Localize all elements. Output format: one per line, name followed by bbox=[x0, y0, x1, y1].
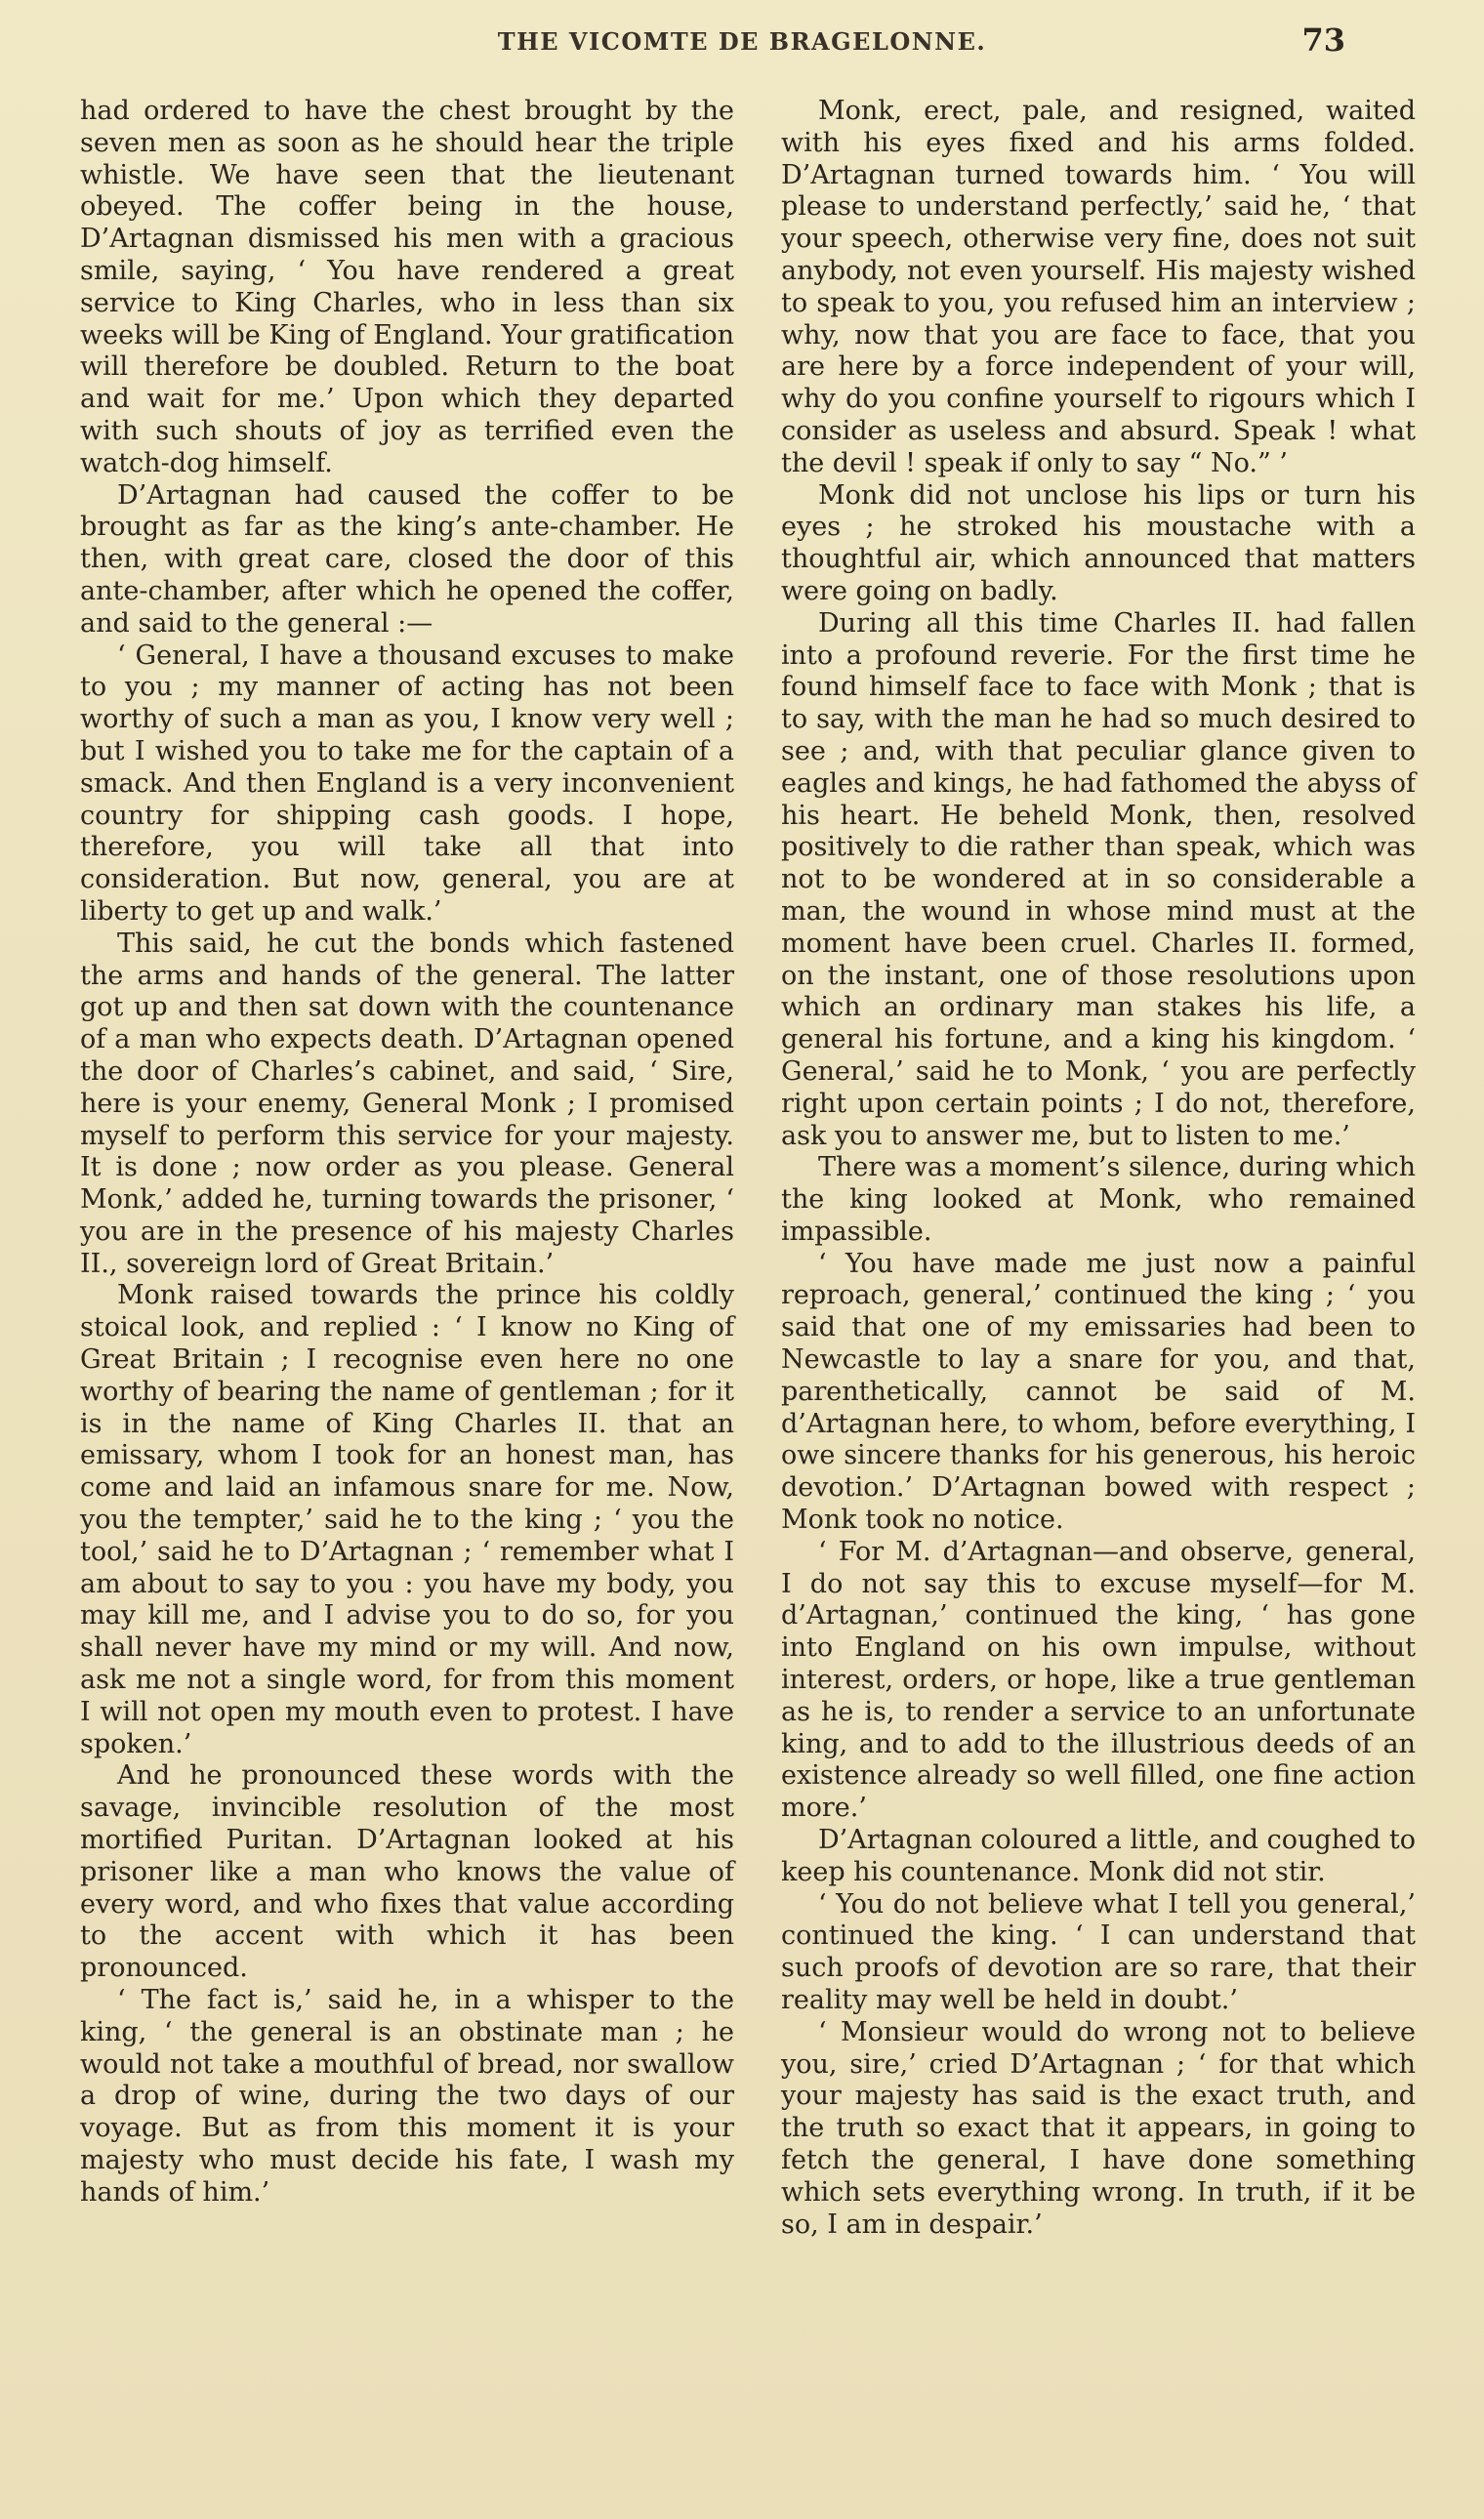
page-number: 73 bbox=[1301, 21, 1345, 59]
running-title: THE VICOMTE DE BRAGELONNE. bbox=[497, 27, 987, 56]
left-column bbox=[80, 96, 734, 2209]
paragraph: ‘ General, I have a thousand excuses to make to you ; my manner of acting has not been worthy of such a man as you, I know very well ; but I wished you to take me for the captain of a smack. And then England is a very inconvenient country for shipping cash goods. I hope, therefore, you will take all that into consideration. But now, general, you are at liberty to get up and walk.’ bbox=[80, 640, 734, 927]
paragraph: Monk, erect, pale, and resigned, waited with his eyes fixed and his arms folded. D’Artagnan turned towards him. ‘ You will please to understand perfectly,’ said he, ‘ that your speech, otherwise very fine, does not suit anybody, not even yourself. His majesty wished to speak to you, you refused him an interview ; why, now that you are face to face, that you are here by a force independent of your will, why do you confine yourself to rigours which I consider as useless and absurd. Speak ! what the devil ! speak if only to say “ No.” ’ bbox=[781, 96, 1416, 478]
paragraph: Monk raised towards the prince his coldly stoical look, and replied : ‘ I know no King of Great Britain ; I recognise even here no one worthy of bearing the name of gentleman ; for it is in the name of King Charles II. that an emissary, whom I took for an honest man, has come and laid an infamous snare for me. Now, you the tempter,’ said he to the king ; ‘ you the tool,’ said he to D’Artagnan ; ‘ remember what I am about to say to you : you have my body, you may kill me, and I advise you to do so, for you shall never have my mind or my will. And now, ask me not a single word, for from this moment I will not open my mouth even to protest. I have spoken.’ bbox=[80, 1280, 734, 1759]
paragraph: ‘ You have made me just now a painful reproach, general,’ continued the king ; ‘ you said that one of my emissaries had been to Newcastle to lay a snare for you, and that, parenthetically, cannot be said of M. d’Artagnan here, to whom, before everything, I owe sincere thanks for his generous, his heroic devotion.’ D’Artagnan bowed with respect ; Monk took no notice. bbox=[781, 1248, 1416, 1536]
running-head bbox=[0, 21, 1484, 61]
paragraph: There was a moment’s silence, during which the king looked at Monk, who remained impassible. bbox=[781, 1152, 1416, 1247]
paragraph: ‘ The fact is,’ said he, in a whisper to the king, ‘ the general is an obstinate man ; he would not take a mouthful of bread, nor swallow a drop of wine, during the two days of our voyage. But as from this moment it is your majesty who must decide his fate, I wash my hands of him.’ bbox=[80, 1985, 734, 2208]
paragraph: ‘ For M. d’Artagnan—and observe, general, I do not say this to excuse myself—for M. d’Artagnan,’ continued the king, ‘ has gone into England on his own impulse, without interest, orders, or hope, like a true gentleman as he is, to render a service to an unfortunate king, and to add to the illustrious deeds of an existence already so well filled, one fine action more.’ bbox=[781, 1536, 1416, 1824]
paragraph: Monk did not unclose his lips or turn his eyes ; he stroked his moustache with a thoughtful air, which announced that matters were going on badly. bbox=[781, 479, 1416, 606]
paragraph: ‘ You do not believe what I tell you general,’ continued the king. ‘ I can understand that such proofs of devotion are so rare, that their reality may well be held in doubt.’ bbox=[781, 1888, 1416, 2016]
paragraph: And he pronounced these words with the savage, invincible resolution of the most mortified Puritan. D’Artagnan looked at his prisoner like a man who knows the value of every word, and who fixes that value according to the accent with which it has been pronounced. bbox=[80, 1760, 734, 1984]
paragraph: had ordered to have the chest brought by the seven men as soon as he should hear the triple whistle. We have seen that the lieutenant obeyed. The coffer being in the house, D’Artagnan dismissed his men with a gracious smile, saying, ‘ You have rendered a great service to King Charles, who in less than six weeks will be King of England. Your gratification will therefore be doubled. Return to the boat and wait for me.’ Upon which they departed with such shouts of joy as terrified even the watch-dog himself. bbox=[80, 96, 734, 478]
paragraph: During all this time Charles II. had fallen into a profound reverie. For the first time he found himself face to face with Monk ; that is to say, with the man he had so much desired to see ; and, with that peculiar glance given to eagles and kings, he had fathomed the abyss of his heart. He beheld Monk, then, resolved positively to die rather than speak, which was not to be wondered at in so considerable a man, the wound in whose mind must at the moment have been cruel. Charles II. formed, on the instant, one of those resolutions upon which an ordinary man stakes his life, a general his fortune, and a king his kingdom. ‘ General,’ said he to Monk, ‘ you are perfectly right upon certain points ; I do not, therefore, ask you to answer me, but to listen to me.’ bbox=[781, 607, 1416, 1151]
paragraph: ‘ Monsieur would do wrong not to believe you, sire,’ cried D’Artagnan ; ‘ for that which your majesty has said is the exact truth, and the truth so exact that it appears, in going to fetch the general, I have done something which sets everything wrong. In truth, if it be so, I am in despair.’ bbox=[781, 2016, 1416, 2240]
paragraph: D’Artagnan had caused the coffer to be brought as far as the king’s ante-chamber. He then, with great care, closed the door of this ante-chamber, after which he opened the coffer, and said to the general :— bbox=[80, 479, 734, 639]
right-column bbox=[781, 96, 1416, 2241]
paragraph: This said, he cut the bonds which fastened the arms and hands of the general. The latter got up and then sat down with the countenance of a man who expects death. D’Artagnan opened the door of Charles’s cabinet, and said, ‘ Sire, here is your enemy, General Monk ; I promised myself to perform this service for your majesty. It is done ; now order as you please. General Monk,’ added he, turning towards the prisoner, ‘ you are in the presence of his majesty Charles II., sovereign lord of Great Britain.’ bbox=[80, 928, 734, 1279]
paragraph: D’Artagnan coloured a little, and coughed to keep his countenance. Monk did not stir. bbox=[781, 1825, 1416, 1887]
